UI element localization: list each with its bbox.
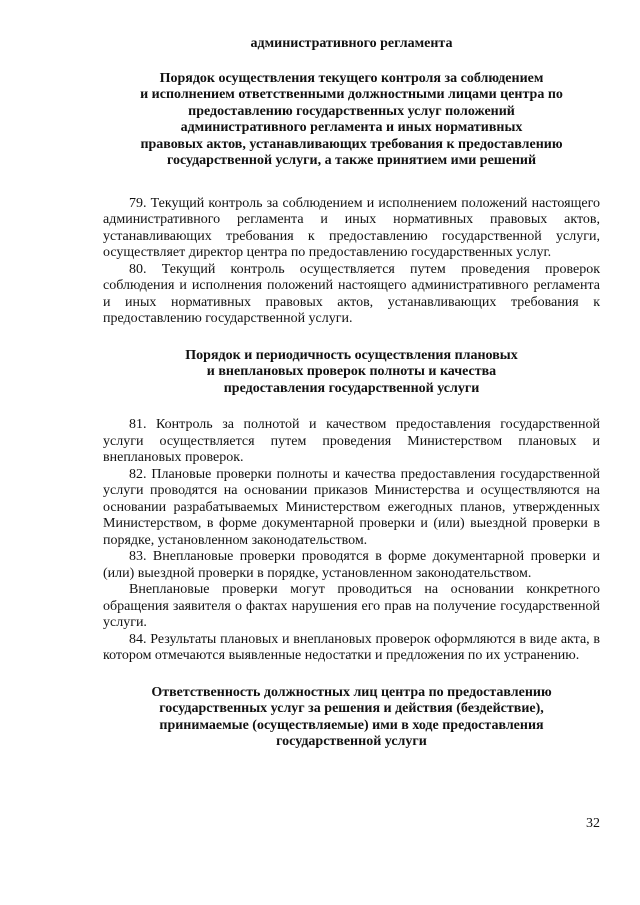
heading-line: государственных услуг за решения и действия (бездействие), <box>159 701 544 716</box>
heading-line: Порядок и периодичность осуществления плановых <box>185 347 518 363</box>
heading-line: принимаемые (осуществляемые) ими в ходе предоставления <box>159 717 544 733</box>
heading-line: предоставлению государственных услуг положений <box>188 103 515 119</box>
heading-line: Ответственность должностных лиц центра по предоставлению <box>151 684 552 700</box>
top-title: административного регламента <box>250 36 453 51</box>
page-number: 32 <box>586 816 600 831</box>
paragraph-81: 81. Контроль за полнотой и качеством предоставления государственной услуги осуществляется путем проведения Министерством плановых и внеплановых проверок. <box>103 417 600 465</box>
heading-line: и внеплановых проверок полноты и качества <box>206 364 497 379</box>
section-1-heading <box>103 71 600 170</box>
heading-line: административного регламента и иных нормативных <box>180 120 523 135</box>
paragraph-83-continued: Внеплановые проверки могут проводиться на основании конкретного обращения заявителя о фактах нарушения его прав на получение государственной услуги. <box>103 582 600 630</box>
heading-line: правовых актов, устанавливающих требования к предоставлению <box>140 136 563 152</box>
section-3-heading <box>103 685 600 751</box>
heading-line: и исполнением ответственными должностными лицами центра по <box>140 87 563 102</box>
heading-line: государственной услуги, а также принятием ими решений <box>166 153 537 168</box>
paragraph-84: 84. Результаты плановых и внеплановых проверок оформляются в виде акта, в котором отмечаются выявленные недостатки и предложения по их устранению. <box>103 631 600 663</box>
section-2-heading <box>103 348 600 398</box>
paragraph-82: 82. Плановые проверки полноты и качества предоставления государственной услуги проводятся на основании приказов Министерства и осуществляются на основании разрабатываемых Министерством ежегодных планов, утвержденных Министерством, в форме документарной проверки и (или) выездной проверки в порядке, установленном законодательством. <box>103 466 600 548</box>
heading-line: государственной услуги <box>276 734 427 749</box>
paragraph-80: 80. Текущий контроль осуществляется путем проведения проверок соблюдения и исполнения положений настоящего административного регламента и иных нормативных правовых актов, устанавливающих требования к предоставлению государственной услуги. <box>103 261 600 326</box>
heading-line: Порядок осуществления текущего контроля за соблюдением <box>159 70 544 86</box>
paragraph-83: 83. Внеплановые проверки проводятся в форме документарной проверки и (или) выездной проверки в порядке, установленном законодательством. <box>103 549 600 581</box>
paragraph-79: 79. Текущий контроль за соблюдением и исполнением положений настоящего административного регламента и иных нормативных правовых актов, устанавливающих требования к предоставлению государственной услуги, осуществляет директор центра по предоставлению государственных услуг. <box>103 195 600 260</box>
heading-line: предоставления государственной услуги <box>223 380 480 396</box>
